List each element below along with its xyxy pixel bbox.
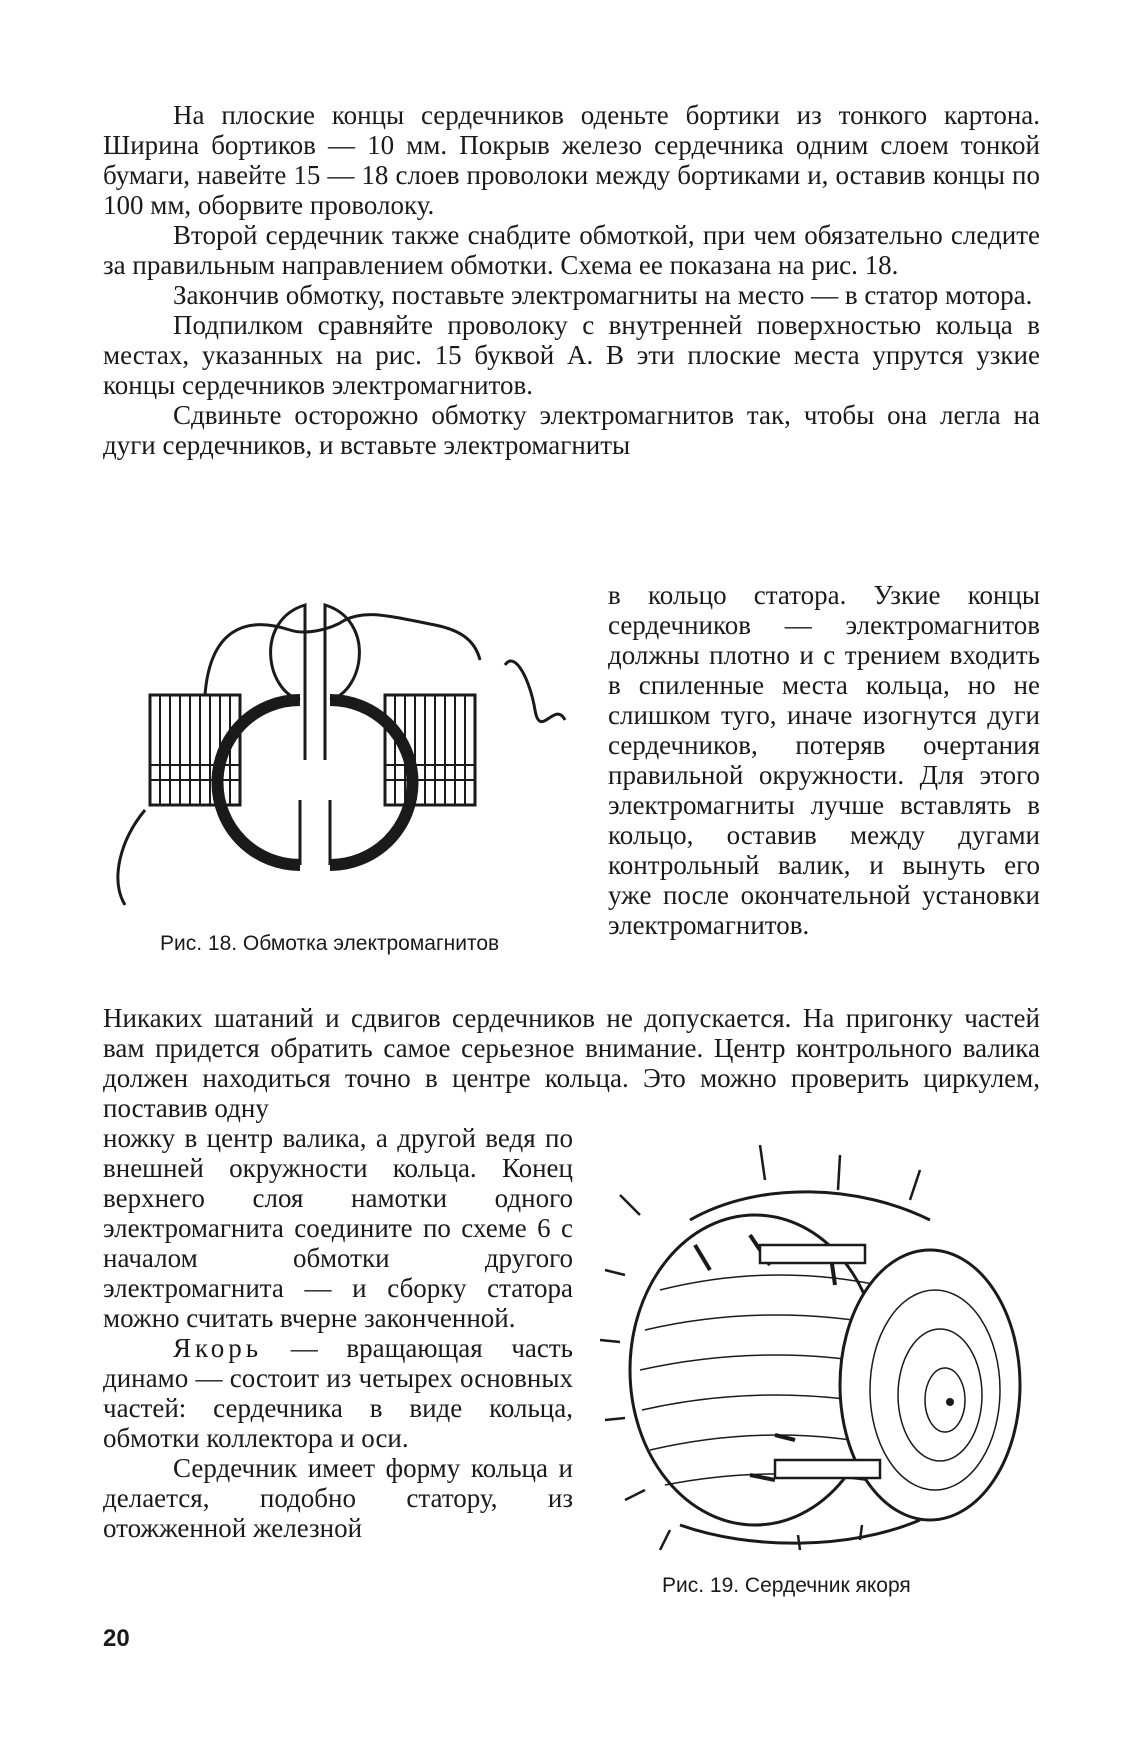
paragraph: Подпилком сравняйте проволоку с внутренней поверхностью кольца в местах, указанных на рис. 15 буквой А. В эти плоские места упрутся узкие концы сердечников электромагнитов.: [103, 310, 1040, 400]
middle-text-block: [103, 1003, 1040, 1123]
right-column-text: [608, 580, 1040, 940]
paragraph: ножку в центр валика, а другой ведя по внешней окружности кольца. Конец верхнего слоя намотки одного электромагнита соедините по схеме 6 с началом обмотки другого электромагнита — и сборку статора можно считать вчерне законченной.: [103, 1123, 573, 1333]
top-text-block: [103, 100, 1040, 460]
term-armature: Якорь: [173, 1333, 263, 1363]
paragraph: Второй сердечник также снабдите обмоткой, при чем обязательно следите за правильным направлением обмотки. Схема ее показана на рис. 18.: [103, 220, 1040, 280]
paragraph: в кольцо статора. Узкие концы сердечников — электромагнитов должны плотно и с трением входить в спиленные места кольца, но не слишком туго, иначе изогнутся дуги сердечников, потеряв очертания правильной окружности. Для этого электромагниты лучше вставлять в кольцо, оставив между дугами контрольный валик, и вынуть его уже после окончательной установки электромагнитов.: [608, 580, 1040, 940]
core-arcs: [218, 605, 413, 865]
left-column-text: [103, 1123, 573, 1543]
paragraph: На плоские концы сердечников оденьте бортики из тонкого картона. Ширина бортиков — 10 мм. Покрыв железо сердечника одним слоем тонкой бумаги, навейте 15 — 18 слоев проволоки между бортиками и, оставив концы по 100 мм, оборвите проволоку.: [103, 100, 1040, 220]
paragraph: Сдвиньте осторожно обмотку электромагнитов так, чтобы она легла на дуги сердечников, и вставьте электромагниты: [103, 400, 1040, 460]
figure-18-caption: Рис. 18. Обмотка электромагнитов: [160, 932, 500, 955]
paragraph: Закончив обмотку, поставьте электромагниты на место — в статор мотора.: [173, 280, 1033, 310]
paragraph: [103, 1333, 573, 1453]
figure-19-armature-core: [600, 1140, 1040, 1560]
paragraph: Никаких шатаний и сдвигов сердечников не допускается. На пригонку частей вам придется обратить самое серьезное внимание. Центр контрольного валика должен находиться точно в центре кольца. Это можно проверить циркулем, поставив одну: [103, 1003, 1040, 1123]
right-coil: [385, 695, 475, 805]
paragraph-rest: — вращающая часть динамо — состоит из четырех основных частей: сердечника в виде кольца, обмотки коллектора и оси.: [103, 1333, 573, 1453]
figure-18-electromagnet-winding: [115, 590, 575, 940]
page-number: 20: [103, 1625, 130, 1652]
figure-19-caption: Рис. 19. Сердечник якоря: [662, 1574, 911, 1597]
paragraph: Сердечник имеет форму кольца и делается, подобно статору, из отожженной железной: [103, 1453, 573, 1543]
